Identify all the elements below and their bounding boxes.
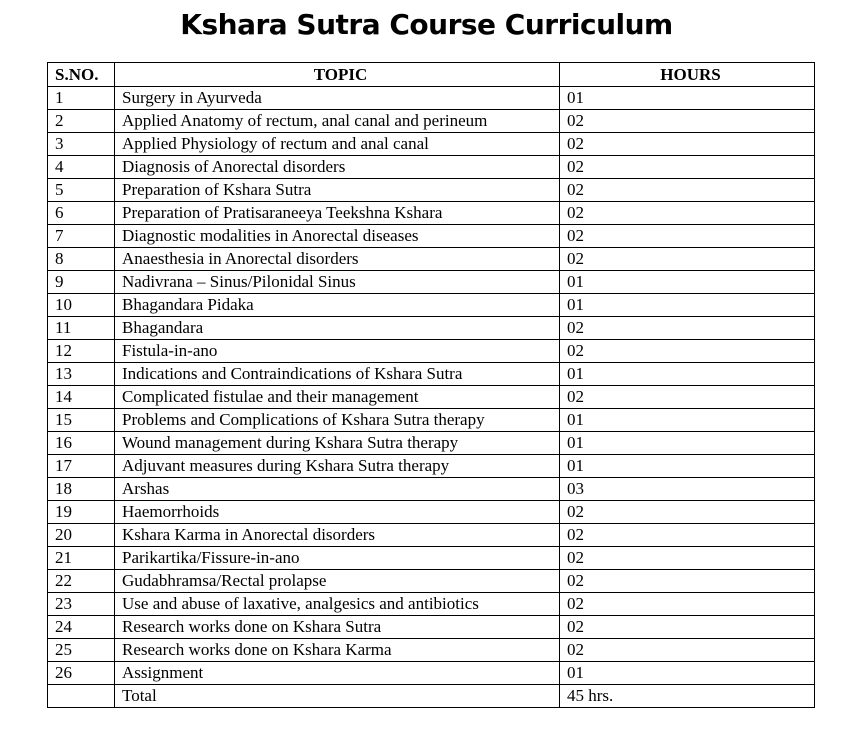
header-sno: S.NO.: [48, 63, 115, 87]
table-body: [48, 87, 815, 708]
row-sno-cell: 22: [48, 570, 115, 593]
row-sno-cell: 9: [48, 271, 115, 294]
row-hours-cell: 02: [560, 179, 815, 202]
row-hours-cell: 02: [560, 616, 815, 639]
table-row: [48, 225, 815, 248]
row-topic-cell: Applied Physiology of rectum and anal canal: [115, 133, 560, 156]
row-topic-cell: Indications and Contraindications of Kshara Sutra: [115, 363, 560, 386]
row-sno-cell: 18: [48, 478, 115, 501]
row-sno-cell: 11: [48, 317, 115, 340]
row-hours-cell: 02: [560, 110, 815, 133]
row-sno-cell: 4: [48, 156, 115, 179]
table-row: [48, 248, 815, 271]
row-sno-cell: 1: [48, 87, 115, 110]
row-hours-cell: 02: [560, 524, 815, 547]
table-row: [48, 110, 815, 133]
row-topic-cell: Preparation of Pratisaraneeya Teekshna Kshara: [115, 202, 560, 225]
row-topic-cell: Research works done on Kshara Sutra: [115, 616, 560, 639]
table-row: [48, 570, 815, 593]
row-hours-cell: 01: [560, 432, 815, 455]
row-topic-cell: Diagnostic modalities in Anorectal diseases: [115, 225, 560, 248]
row-sno-cell: 19: [48, 501, 115, 524]
row-hours-cell: 01: [560, 409, 815, 432]
row-topic-cell: Wound management during Kshara Sutra therapy: [115, 432, 560, 455]
table-row: [48, 156, 815, 179]
row-sno-cell: 15: [48, 409, 115, 432]
row-hours-cell: 02: [560, 501, 815, 524]
row-sno-cell: 13: [48, 363, 115, 386]
row-topic-cell: Kshara Karma in Anorectal disorders: [115, 524, 560, 547]
table-row: [48, 294, 815, 317]
table-row: [48, 271, 815, 294]
row-sno-cell: 8: [48, 248, 115, 271]
row-hours-cell: 02: [560, 547, 815, 570]
row-hours-cell: 02: [560, 317, 815, 340]
row-topic-cell: Nadivrana – Sinus/Pilonidal Sinus: [115, 271, 560, 294]
row-topic-cell: Gudabhramsa/Rectal prolapse: [115, 570, 560, 593]
table-row: [48, 616, 815, 639]
document-title: Kshara Sutra Course Curriculum: [180, 8, 673, 41]
row-topic-cell: Use and abuse of laxative, analgesics and antibiotics: [115, 593, 560, 616]
row-sno-cell: 12: [48, 340, 115, 363]
row-hours-cell: 01: [560, 294, 815, 317]
row-sno-cell: 6: [48, 202, 115, 225]
table-row: [48, 501, 815, 524]
row-topic-cell: Applied Anatomy of rectum, anal canal and perineum: [115, 110, 560, 133]
table-row: [48, 524, 815, 547]
row-sno-cell: 21: [48, 547, 115, 570]
total-row: [48, 685, 815, 708]
total-label: Total: [115, 685, 560, 708]
row-topic-cell: Fistula-in-ano: [115, 340, 560, 363]
row-sno-cell: 26: [48, 662, 115, 685]
row-topic-cell: Bhagandara Pidaka: [115, 294, 560, 317]
row-hours-cell: 01: [560, 271, 815, 294]
table-row: [48, 639, 815, 662]
row-hours-cell: 02: [560, 156, 815, 179]
header-topic: TOPIC: [115, 63, 560, 87]
curriculum-table: [47, 62, 815, 708]
row-hours-cell: 02: [560, 570, 815, 593]
row-hours-cell: 02: [560, 248, 815, 271]
row-sno-cell: 23: [48, 593, 115, 616]
table-row: [48, 202, 815, 225]
row-hours-cell: 02: [560, 386, 815, 409]
row-sno-cell: 3: [48, 133, 115, 156]
row-topic-cell: Preparation of Kshara Sutra: [115, 179, 560, 202]
table-row: [48, 593, 815, 616]
row-topic-cell: Anaesthesia in Anorectal disorders: [115, 248, 560, 271]
table-row: [48, 432, 815, 455]
table-row: [48, 133, 815, 156]
row-topic-cell: Research works done on Kshara Karma: [115, 639, 560, 662]
row-topic-cell: Surgery in Ayurveda: [115, 87, 560, 110]
table-row: [48, 363, 815, 386]
row-topic-cell: Arshas: [115, 478, 560, 501]
row-hours-cell: 02: [560, 225, 815, 248]
table-row: [48, 87, 815, 110]
row-hours-cell: 01: [560, 87, 815, 110]
total-sno-cell: [48, 685, 115, 708]
row-topic-cell: Haemorrhoids: [115, 501, 560, 524]
row-sno-cell: 14: [48, 386, 115, 409]
table-row: [48, 409, 815, 432]
row-hours-cell: 02: [560, 202, 815, 225]
row-sno-cell: 5: [48, 179, 115, 202]
table-row: [48, 662, 815, 685]
row-sno-cell: 20: [48, 524, 115, 547]
row-topic-cell: Adjuvant measures during Kshara Sutra therapy: [115, 455, 560, 478]
row-sno-cell: 25: [48, 639, 115, 662]
row-hours-cell: 01: [560, 363, 815, 386]
table-row: [48, 455, 815, 478]
row-topic-cell: Problems and Complications of Kshara Sutra therapy: [115, 409, 560, 432]
row-hours-cell: 01: [560, 455, 815, 478]
table-row: [48, 179, 815, 202]
table-row: [48, 478, 815, 501]
total-hours: 45 hrs.: [560, 685, 815, 708]
table-row: [48, 386, 815, 409]
table-row: [48, 317, 815, 340]
table-header-row: [48, 63, 815, 87]
row-sno-cell: 7: [48, 225, 115, 248]
row-sno-cell: 16: [48, 432, 115, 455]
row-sno-cell: 24: [48, 616, 115, 639]
row-sno-cell: 2: [48, 110, 115, 133]
header-hours: HOURS: [560, 63, 815, 87]
row-topic-cell: Parikartika/Fissure-in-ano: [115, 547, 560, 570]
row-topic-cell: Assignment: [115, 662, 560, 685]
row-topic-cell: Complicated fistulae and their management: [115, 386, 560, 409]
row-topic-cell: Bhagandara: [115, 317, 560, 340]
row-hours-cell: 02: [560, 639, 815, 662]
table-row: [48, 547, 815, 570]
row-topic-cell: Diagnosis of Anorectal disorders: [115, 156, 560, 179]
row-hours-cell: 02: [560, 593, 815, 616]
row-hours-cell: 03: [560, 478, 815, 501]
table-row: [48, 340, 815, 363]
row-sno-cell: 17: [48, 455, 115, 478]
row-hours-cell: 02: [560, 133, 815, 156]
row-hours-cell: 02: [560, 340, 815, 363]
row-sno-cell: 10: [48, 294, 115, 317]
row-hours-cell: 01: [560, 662, 815, 685]
